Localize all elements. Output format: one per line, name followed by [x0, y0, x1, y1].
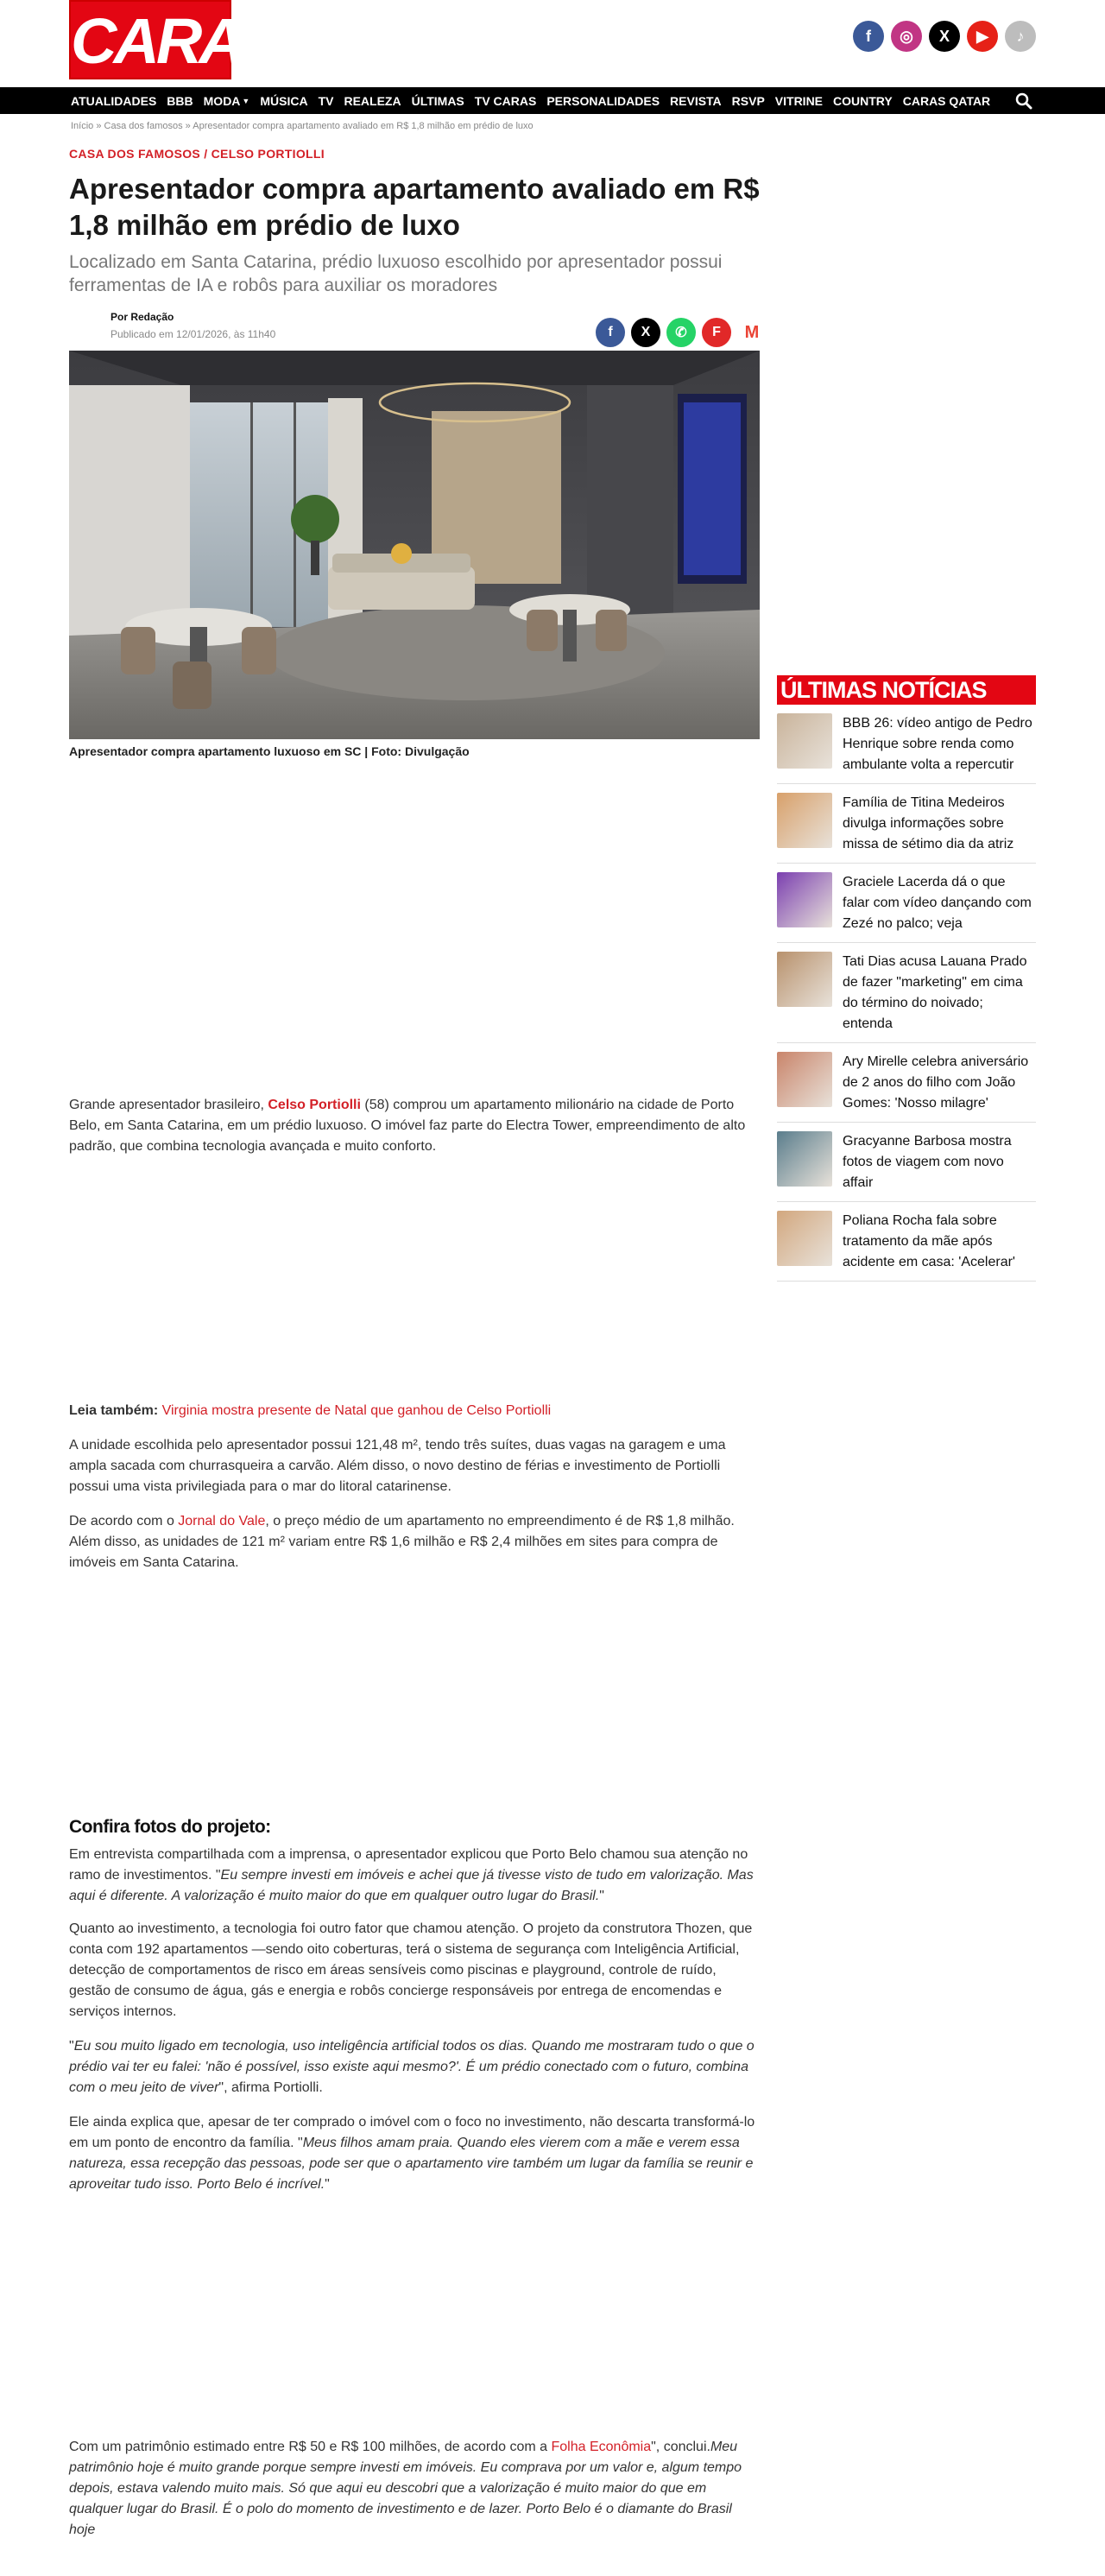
paragraph-text: " [325, 2177, 330, 2192]
celso-portiolli-link[interactable]: Celso Portiolli [268, 1098, 361, 1112]
nav-item-rsvp[interactable]: RSVP [731, 93, 765, 108]
paragraph-6 [69, 2036, 760, 2098]
nav-items [71, 87, 990, 114]
x-share-icon[interactable]: X [631, 318, 660, 347]
paragraph-text: ", afirma Portiolli. [218, 2080, 323, 2095]
youtube-icon[interactable]: ▶ [967, 21, 998, 52]
nav-item-tv[interactable]: TV [318, 93, 334, 108]
paragraph-text: Grande apresentador brasileiro, [69, 1098, 268, 1112]
read-also: Leia também: Virginia mostra presente de Natal que ganhou de Celso Portiolli [69, 1403, 552, 1418]
list-item[interactable] [777, 1123, 1036, 1202]
quote-text: Eu sempre investi em imóveis e achei que já tivesse visto de tudo em valorização. Mas aqui é diferente. A valorização é muito maior do que em qualquer outro lugar do Brasil. [69, 1868, 754, 1903]
news-thumbnail[interactable] [777, 713, 832, 769]
facebook-share-icon[interactable]: f [596, 318, 625, 347]
paragraph-text: ", conclui. [651, 2440, 710, 2454]
list-item[interactable] [777, 1043, 1036, 1123]
flipboard-share-icon[interactable]: F [702, 318, 731, 347]
news-thumbnail[interactable] [777, 793, 832, 848]
paragraph-text: (58) comprou um apartamento milionário na cidade de Porto Belo, em Santa Catarina, em um prédio luxuoso. O imóvel faz parte do Electra Tower, empreendimento de alto padrão, que combina tecnologia avançada e muito conforto. [69, 1098, 746, 1154]
paragraph-1 [69, 1095, 760, 1157]
paragraph-2: A unidade escolhida pelo apresentador possui 121,48 m², tendo três suítes, duas vagas na garagem e uma ampla sacada com churrasqueira a carvão. Além disso, o novo destino de férias e investimento de Portiolli possui uma vista privilegiada para o mar do litoral catarinense. [69, 1438, 726, 1494]
news-headline[interactable]: Graciele Lacerda dá o que falar com vídeo dançando com Zezé no palco; veja [843, 875, 1032, 931]
paragraph-text: Ele ainda explica que, apesar de ter comprado o imóvel com o foco no investimento, não descarta transformá-lo em um ponto de encontro da família. " [69, 2115, 755, 2150]
article-kicker[interactable]: CASA DOS FAMOSOS / CELSO PORTIOLLI [69, 147, 325, 161]
nav-item-tv-caras[interactable]: TV CARAS [474, 93, 537, 108]
read-also-link[interactable]: Virginia mostra presente de Natal que ganhou de Celso Portiolli [161, 1403, 552, 1418]
nav-item-country[interactable]: COUNTRY [833, 93, 893, 108]
gmail-share-icon[interactable]: M [737, 318, 767, 347]
nav-item-personalidades[interactable]: PERSONALIDADES [546, 93, 660, 108]
quote-text: Eu sou muito ligado em tecnologia, uso inteligência artificial todos os dias. Quando me mostraram tudo o que o prédio vai ter eu falei: 'não é possível, isso existe aqui mesmo?'. É um prédio conectado com o futuro, combina com o meu jeito de viver [69, 2039, 755, 2095]
news-thumbnail[interactable] [777, 952, 832, 1007]
article-subhead: Localizado em Santa Catarina, prédio luxuoso escolhido por apresentador possui ferramentas de IA e robôs para auxiliar os moradores [69, 252, 723, 295]
paragraph-text: Em entrevista compartilhada com a imprensa, o apresentador explicou que Porto Belo chamou sua atenção no ramo de investimentos. " [69, 1847, 748, 1883]
news-thumbnail[interactable] [777, 1131, 832, 1187]
paragraph-3 [69, 1511, 760, 1573]
quote-text: Meus filhos amam praia. Quando eles vierem com a mãe e verem essa natureza, essa recepção das pessoas, pode ser que o apartamento vire também um lugar da família se reunir e aproveitar tudo isso. Porto Belo é incrível. [69, 2136, 754, 2192]
caras-logo[interactable]: CARAS [69, 0, 231, 79]
paragraph-text: " [599, 1889, 604, 1903]
paragraph-5: Quanto ao investimento, a tecnologia foi outro fator que chamou atenção. O projeto da construtora Thozen, que conta com 192 apartamentos —sendo oito coberturas, terá o sistema de segurança com Inteligência Artificial, detecção de comportamentos de risco em áreas sensíveis como piscinas e playground, controle de ruído, gestão de consumo de água, gás e energia e robôs concierge responsáveis por entrega de encomendas e serviços internos. [69, 1921, 753, 2019]
news-thumbnail[interactable] [777, 1052, 832, 1107]
list-item[interactable] [777, 943, 1036, 1043]
quote-text: Meu patrimônio hoje é muito grande porque sempre investi em imóveis. Eu comprava por um valor e, algum tempo depois, estava valendo muito mais. Só que aqui eu descobri que a valorização é muito maior do que em qualquer lugar do Brasil. É o polo do momento de investimento e de lazer. Porto Belo é o diamante do Brasil hoje [69, 2440, 742, 2537]
hero-image-living-room [69, 351, 760, 739]
paragraph-4 [69, 1845, 760, 1907]
publish-date: Publicado em 12/01/2026, às 11h40 [110, 328, 276, 340]
nav-item-últimas[interactable]: ÚLTIMAS [411, 93, 464, 108]
latest-news-list [777, 705, 1036, 1282]
main-nav [0, 87, 1105, 114]
section-title-photos: Confira fotos do projeto: [69, 1817, 271, 1837]
news-headline[interactable]: Poliana Rocha fala sobre tratamento da mãe após acidente em casa: 'Acelerar' [843, 1213, 1015, 1269]
author-name: Por Redação [110, 311, 174, 323]
nav-item-atualidades[interactable]: ATUALIDADES [71, 93, 157, 108]
list-item[interactable] [777, 705, 1036, 784]
news-thumbnail[interactable] [777, 1211, 832, 1266]
nav-item-revista[interactable]: REVISTA [670, 93, 722, 108]
page-title: Apresentador compra apartamento avaliado em R$ 1,8 milhão em prédio de luxo [69, 173, 760, 241]
social-links [853, 21, 1036, 52]
nav-item-bbb[interactable]: BBB [167, 93, 193, 108]
image-caption: Apresentador compra apartamento luxuoso em SC | Foto: Divulgação [69, 744, 470, 758]
news-headline[interactable]: Gracyanne Barbosa mostra fotos de viagem com novo affair [843, 1134, 1012, 1190]
jornal-do-vale-link[interactable]: Jornal do Vale [178, 1514, 266, 1529]
list-item[interactable] [777, 864, 1036, 943]
paragraph-text: De acordo com o [69, 1514, 179, 1529]
paragraph-text: , o preço médio de um apartamento no empreendimento é de R$ 1,8 milhão. Além disso, as unidades de 121 m² variam entre R$ 1,6 milhão e R$ 2,4 milhões em sites para compra de imóveis em Santa Catarina. [69, 1514, 735, 1570]
paragraph-8 [69, 2437, 760, 2541]
share-buttons [596, 318, 767, 347]
news-headline[interactable]: BBB 26: vídeo antigo de Pedro Henrique sobre renda como ambulante volta a repercutir [843, 716, 1032, 772]
whatsapp-share-icon[interactable]: ✆ [666, 318, 696, 347]
news-headline[interactable]: Tati Dias acusa Lauana Prado de fazer "marketing" em cima do término do noivado; entenda [843, 954, 1027, 1031]
nav-item-moda[interactable]: MODA [203, 93, 241, 108]
latest-news-sidebar [777, 675, 1036, 1282]
news-thumbnail[interactable] [777, 872, 832, 927]
paragraph-text: Com um patrimônio estimado entre R$ 50 e R$ 100 milhões, de acordo com a [69, 2440, 552, 2454]
nav-item-caras-qatar[interactable]: CARAS QATAR [902, 93, 991, 108]
nav-item-vitrine[interactable]: VITRINE [774, 93, 824, 108]
folha-economia-link[interactable]: Folha Econômia [551, 2440, 652, 2454]
breadcrumb[interactable]: Início » Casa dos famosos » Apresentador compra apartamento avaliado em R$ 1,8 milhão em prédio de luxo [71, 121, 534, 131]
tiktok-icon[interactable]: ♪ [1005, 21, 1036, 52]
nav-item-música[interactable]: MÚSICA [260, 93, 308, 108]
list-item[interactable] [777, 784, 1036, 864]
news-headline[interactable]: Família de Titina Medeiros divulga informações sobre missa de sétimo dia da atriz [843, 795, 1014, 851]
paragraph-7 [69, 2112, 760, 2195]
paragraph-text: " [69, 2039, 74, 2054]
read-also-label: Leia também [69, 1403, 154, 1418]
instagram-icon[interactable]: ◎ [891, 21, 922, 52]
site-header [0, 0, 1105, 86]
news-headline[interactable]: Ary Mirelle celebra aniversário de 2 anos do filho com João Gomes: 'Nosso milagre' [843, 1054, 1029, 1111]
nav-item-realeza[interactable]: REALEZA [344, 93, 401, 108]
facebook-icon[interactable]: f [853, 21, 884, 52]
latest-news-title: ÚLTIMAS NOTÍCIAS [777, 675, 1036, 705]
x-icon[interactable]: X [929, 21, 960, 52]
search-icon[interactable] [1015, 92, 1032, 110]
chevron-down-icon[interactable]: ▼ [242, 96, 250, 105]
list-item[interactable] [777, 1202, 1036, 1282]
